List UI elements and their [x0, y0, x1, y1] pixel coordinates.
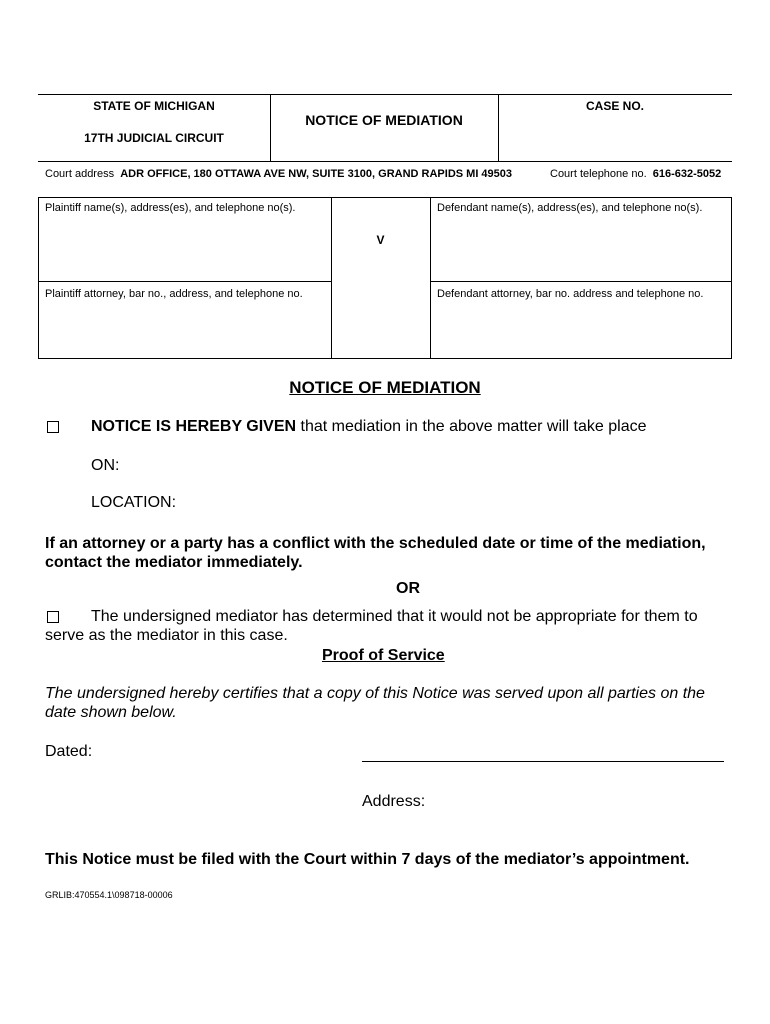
defendant-attorney-label: Defendant attorney, bar no. address and telephone no.	[437, 288, 704, 300]
filing-note: This Notice must be filed with the Court within 7 days of the mediator’s appointment.	[45, 851, 690, 868]
parties-divider-right	[430, 197, 431, 359]
location-label: LOCATION:	[91, 494, 177, 511]
plaintiff-label: Plaintiff name(s), address(es), and telephone no(s).	[45, 202, 296, 214]
proof-of-service-title: Proof of Service	[322, 647, 445, 664]
inappropriate-line-1: The undersigned mediator has determined that it would not be appropriate for them to	[91, 608, 698, 625]
case-no-label: CASE NO.	[585, 99, 644, 113]
notice-given-rest: that mediation in the above matter will take place	[296, 418, 647, 435]
notice-given-bold: NOTICE IS HEREBY GIVEN	[91, 418, 297, 435]
inappropriate-line-2: serve as the mediator in this case.	[45, 627, 288, 644]
notice-given-checkbox[interactable]	[47, 421, 59, 433]
parties-table	[38, 197, 732, 359]
conflict-line-2: contact the mediator immediately.	[45, 554, 303, 571]
parties-divider-left	[331, 197, 332, 359]
header-bottom-border	[38, 161, 732, 162]
plaintiff-attorney-label: Plaintiff attorney, bar no., address, and telephone no.	[45, 288, 303, 300]
header-top-border	[38, 94, 732, 95]
defendant-row-divider	[430, 281, 732, 282]
form-title: NOTICE OF MEDIATION	[305, 112, 463, 128]
court-address	[45, 168, 512, 180]
judicial-circuit: 17TH JUDICIAL CIRCUIT	[84, 131, 224, 145]
state-name: STATE OF MICHIGAN	[93, 99, 215, 113]
court-address-value: ADR OFFICE, 180 OTTAWA AVE NW, SUITE 3100, GRAND RAPIDS MI 49503	[120, 168, 513, 180]
conflict-line-1: If an attorney or a party has a conflict with the scheduled date or time of the mediation,	[45, 535, 706, 552]
mediator-inappropriate-checkbox[interactable]	[47, 611, 59, 623]
certify-line-1: The undersigned hereby certifies that a copy of this Notice was served upon all parties on the	[45, 685, 705, 702]
court-telephone	[550, 168, 721, 180]
or-separator: OR	[396, 580, 420, 597]
dated-label: Dated:	[45, 743, 93, 760]
address-label: Address:	[362, 793, 426, 810]
versus-label: V	[376, 233, 385, 247]
certify-line-2: date shown below.	[45, 704, 177, 721]
court-phone-label: Court telephone no.	[550, 168, 647, 180]
on-label: ON:	[91, 457, 120, 474]
court-address-label: Court address	[45, 168, 115, 180]
defendant-label: Defendant name(s), address(es), and telephone no(s).	[437, 202, 703, 214]
signature-line[interactable]	[362, 761, 724, 762]
notice-title: NOTICE OF MEDIATION	[289, 378, 481, 397]
document-id: GRLIB:470554.1\098718-00006	[45, 890, 173, 900]
court-phone-value: 616-632-5052	[652, 168, 722, 180]
plaintiff-row-divider	[38, 281, 331, 282]
notice-given-text	[91, 418, 647, 436]
